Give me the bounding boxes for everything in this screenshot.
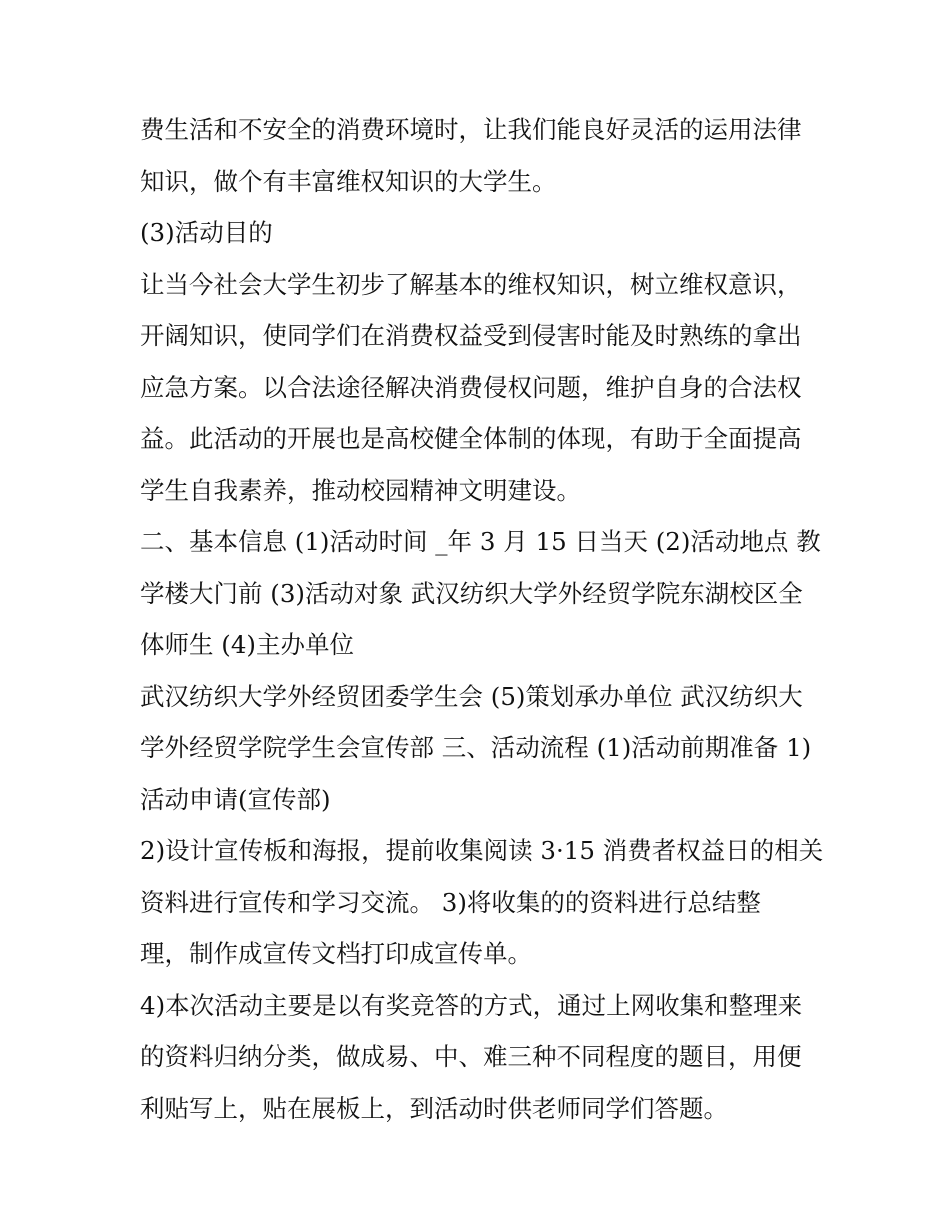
text-line: 2)设计宣传板和海报，提前收集阅读 3·15 消费者权益日的相关 — [140, 836, 824, 865]
body-text — [140, 104, 824, 1134]
text-line: 费生活和不安全的消费环境时，让我们能良好灵活的运用法律 — [140, 115, 802, 144]
text-line: 体师生 (4)主办单位 — [140, 630, 354, 659]
section-heading: (3)活动目的 — [140, 218, 273, 247]
text-line: 益。此活动的开展也是高校健全体制的体现，有助于全面提高 — [140, 424, 802, 453]
text-line: 开阔知识，使同学们在消费权益受到侵害时能及时熟练的拿出 — [140, 321, 802, 350]
text-line: 资料进行宣传和学习交流。 3)将收集的的资料进行总结整 — [140, 887, 761, 917]
text-line: 学生自我素养，推动校园精神文明建设。 — [140, 475, 581, 505]
text-line: 4)本次活动主要是以有奖竞答的方式，通过上网收集和整理来 — [140, 990, 803, 1020]
text-line: 利贴写上，贴在展板上，到活动时供老师同学们答题。 — [140, 1093, 728, 1123]
text-line: 知识，做个有丰富维权知识的大学生。 — [140, 166, 557, 196]
text-line: 应急方案。以合法途径解决消费侵权问题，维护自身的合法权 — [140, 372, 802, 402]
text-line: 二、基本信息 (1)活动时间 _年 3 月 15 日当天 (2)活动地点 教 — [140, 527, 821, 556]
text-line: 学外经贸学院学生会宣传部 三、活动流程 (1)活动前期准备 1) — [140, 733, 812, 762]
text-line: 的资料归纳分类，做成易、中、难三种不同程度的题目，用便 — [140, 1042, 802, 1071]
text-line: 武汉纺织大学外经贸团委学生会 (5)策划承办单位 武汉纺织大 — [140, 681, 803, 711]
text-line: 让当今社会大学生初步了解基本的维权知识，树立维权意识， — [140, 269, 802, 299]
text-line: 活动申请(宣传部) — [140, 784, 331, 814]
text-line: 理，制作成宣传文档打印成宣传单。 — [140, 939, 532, 968]
text-line: 学楼大门前 (3)活动对象 武汉纺织大学外经贸学院东湖校区全 — [140, 578, 803, 608]
